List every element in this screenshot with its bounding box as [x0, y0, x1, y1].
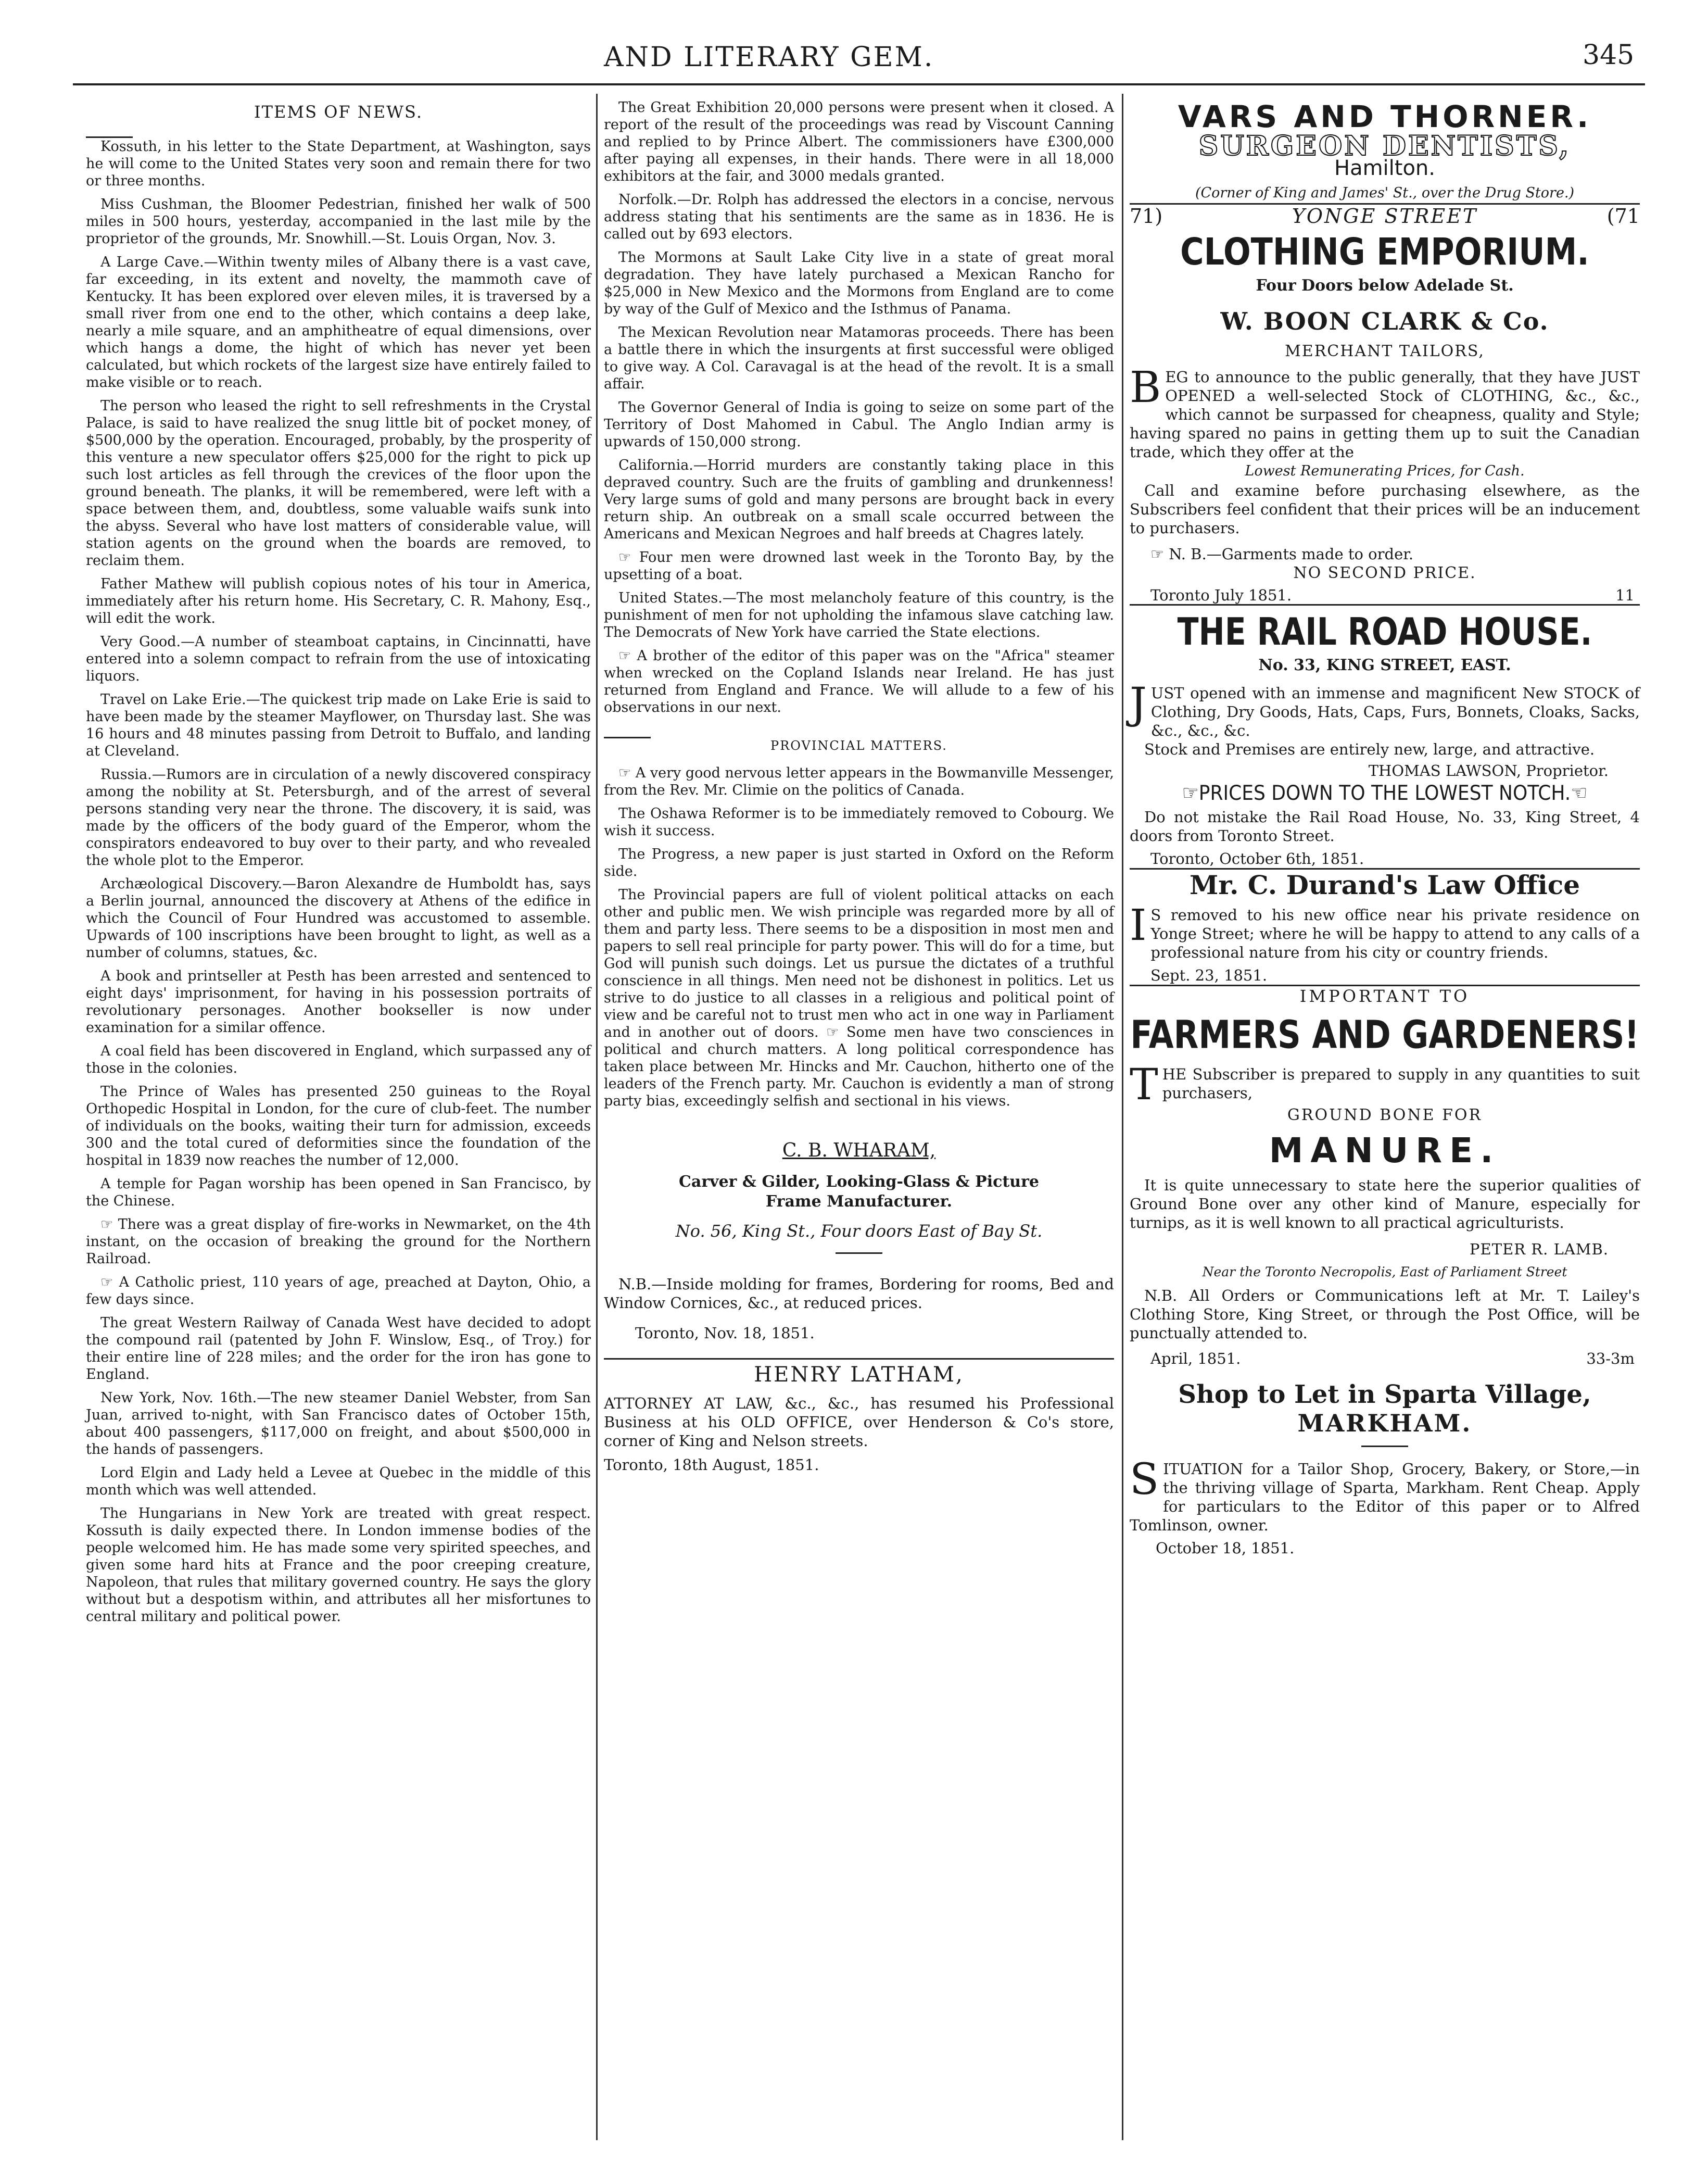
- ad-body-text: EG to announce to the public generally, that they have JUST OPENED a well-selected Stock of CLOTHING, &c., &c., which cannot be surpassed for cheapness, quality and Style; having spared no pains in getting them up to suit the Canadian trade, which they offer at the: [1130, 368, 1640, 461]
- column-divider: [1122, 94, 1123, 2140]
- ad-date: October 18, 1851.: [1156, 1539, 1295, 1557]
- ad-title: FARMERS AND GARDENERS!: [1130, 1011, 1639, 1058]
- news-item: Father Mathew will publish copious notes of his tour in America, immediately after his return home. His Secretary, C. R. Mahony, Esq., will edit the work.: [86, 576, 591, 626]
- news-column-1: [86, 99, 591, 1631]
- news-item: ☞ Four men were drowned last week in the Toronto Bay, by the upsetting of a boat.: [604, 549, 1114, 583]
- ad-signature: PETER R. LAMB.: [1470, 1240, 1609, 1258]
- farmers-ad: [1130, 986, 1640, 1367]
- ad-title: Mr. C. Durand's Law Office: [1189, 870, 1580, 900]
- news-column-2: [604, 99, 1114, 1474]
- news-item: A temple for Pagan worship has been opened in San Francisco, by the Chinese.: [86, 1176, 591, 1209]
- ad-trade: MERCHANT TAILORS,: [1285, 342, 1485, 360]
- ad-prices: ☞PRICES DOWN TO THE LOWEST NOTCH.☜: [1182, 781, 1588, 805]
- drop-cap: S: [1130, 1455, 1159, 1504]
- drop-cap: T: [1130, 1060, 1158, 1110]
- news-item: The person who leased the right to sell refreshments in the Crystal Palace, is said to have realized the snug little bit of pocket money, of $500,000 by the operation. Encouraged, probably, by the prosperity of this venture a new speculator offers $25,000 for the right to pick up such lost articles as fell through the crevices of the floor upon the ground beneath. The planks, it will be remembered, were left with a space between them, and, doubtless, some valuable waifs sunk into the abyss. Several who have lost matters of considerable value, will station agents on the ground when the boards are removed, to reclaim them.: [86, 398, 591, 569]
- news-item: The Governor General of India is going to seize on some part of the Territory of Dost Mahomed in Cabul. The Anglo Indian army is upwards of 150,000 strong.: [604, 399, 1114, 450]
- news-item: Lord Elgin and Lady held a Levee at Quebec in the middle of this month which was well attended.: [86, 1465, 591, 1498]
- ad-kicker: IMPORTANT TO: [1299, 986, 1470, 1006]
- ad-firm: W. BOON CLARK & Co.: [1220, 307, 1549, 335]
- ad-body: [1130, 901, 1640, 962]
- ad-title: VARS AND THORNER.: [1178, 99, 1592, 134]
- ad-date: Toronto, 18th August, 1851.: [604, 1456, 819, 1474]
- ad-address: No. 33, KING STREET, EAST.: [1258, 656, 1511, 674]
- ad-near: Near the Toronto Necropolis, East of Parliament Street: [1202, 1264, 1567, 1279]
- ad-city: Hamilton.: [1334, 156, 1435, 180]
- news-item: The Oshawa Reformer is to be immediately removed to Cobourg. We wish it success.: [604, 806, 1114, 839]
- ad-body-text: S removed to his new office near his private residence on Yonge Street; where he will be happy to attend to any calls of a professional nature from his city or country friends.: [1150, 906, 1640, 961]
- ad-no-second: NO SECOND PRICE.: [1293, 564, 1476, 582]
- ad-date-line: [1130, 1342, 1640, 1367]
- news-item: Archæological Discovery.—Baron Alexandre de Humboldt has, says a Berlin journal, announced the discovery at Athens of the edifice in which the Council of Four Hundred was accustomed to assemble. Upwards of 100 inscriptions have been brought to light, as well as a number of columns, statues, &c.: [86, 876, 591, 961]
- news-item: Very Good.—A number of steamboat captains, in Cincinnatti, have entered into a solemn compact to refrain from the use of intoxicating liquors.: [86, 634, 591, 684]
- ad-mistake: Do not mistake the Rail Road House, No. 33, King Street, 4 doors from Toronto Street.: [1130, 808, 1640, 845]
- news-item: The Provincial papers are full of violent political attacks on each other and public men. We wish principle was regarded more by all of them and party less. There seems to be a disposition in most men and papers to sell real principle for party power. This will do for a time, but God will punish such doings. Let us pursue the dictates of a truthful conscience in all things. Men need not be dishonest in politics. Let us strive to do justice to all classes in a religious and political point of view and be careful not to trust men who act in one way in Parliament and in another out of doors. ☞ Some men have two consciences in political and church matters. A long political correspondence has taken place between Mr. Hincks and Mr. Cauchon, hitherto one of the leaders of the French party. Mr. Cauchon is evidently a man of strong party bias, exceedingly selfish and sectional in his views.: [604, 887, 1114, 1109]
- ad-body: ATTORNEY AT LAW, &c., &c., has resumed his Professional Business at his OLD OFFICE, over Henderson & Co's store, corner of King and Nelson streets.: [604, 1394, 1114, 1450]
- news-item: The Mexican Revolution near Matamoras proceeds. There has been a battle there in which the insurgents at first successful were obliged to give way. A Col. Caravagal is at the head of the revolt. It is a small affair.: [604, 324, 1114, 392]
- drop-cap: J: [1130, 679, 1147, 728]
- ad-title: CLOTHING EMPORIUM.: [1180, 230, 1589, 274]
- page-number: 345: [1583, 40, 1635, 71]
- news-item: California.—Horrid murders are constantly taking place in this depraved country. Such are the fruits of gambling and drunkenness! Very large sums of gold and many persons are brought back in every return ship. An outbreak on a small scale occurred between the Americans and Mexican Negroes and half breeds at Chagres lately.: [604, 457, 1114, 542]
- ad-title: THE RAIL ROAD HOUSE.: [1177, 610, 1592, 654]
- ad-code: 33-3m: [1586, 1350, 1635, 1367]
- news-item: ☞ A brother of the editor of this paper was on the "Africa" steamer when wrecked on the Copland Islands near Ireland. He has just returned from England and France. We will allude to a few of his observations in our next.: [604, 648, 1114, 715]
- section-title: ITEMS OF NEWS.: [254, 102, 423, 122]
- ad-body: [1130, 1455, 1640, 1535]
- ad-title: C. B. WHARAM,: [782, 1140, 936, 1161]
- ad-street-line: [1130, 205, 1640, 228]
- news-item: ☞ A Catholic priest, 110 years of age, preached at Dayton, Ohio, a few days since.: [86, 1274, 591, 1308]
- ad-subtitle: Four Doors below Adelade St.: [1256, 277, 1514, 295]
- ad-rule: [836, 1252, 882, 1254]
- drop-cap: I: [1130, 901, 1147, 950]
- news-item: Kossuth, in his letter to the State Department, at Washington, says he will come to the United States very soon and remain there for two or three months.: [86, 139, 591, 189]
- news-item: The great Western Railway of Canada West have decided to adopt the compound rail (patented by John F. Winslow, Esq., of Troy.) for their entire line of 228 miles; and the order for the iron has gone to England.: [86, 1315, 591, 1383]
- running-header: AND LITERARY GEM.: [604, 42, 934, 73]
- news-item: A book and printseller at Pesth has been arrested and sentenced to eight days' imprisonment, for having in his possession portraits of revolutionary personages. Another bookseller is now under examination for a similar offence.: [86, 968, 591, 1036]
- masthead: [0, 36, 1708, 78]
- header-rule: [73, 83, 1645, 85]
- ad-address: (Corner of King and James' St., over the Drug Store.): [1195, 185, 1575, 201]
- ad-body-text: UST opened with an immense and magnificent New STOCK of Clothing, Dry Goods, Hats, Caps, Furs, Bonnets, Cloaks, Sacks, &c., &c., &c.: [1150, 684, 1640, 739]
- provincial-items: [604, 764, 1114, 1110]
- news-item: Russia.—Rumors are in circulation of a newly discovered conspiracy among the nobility at St. Petersburgh, and of the arrest of several persons standing very near the throne. The discovery, it is said, was made by the officers of the body guard of the Emperor, whom the conspirators endeavored to buy over to their party, and who revealed the whole plot to the Emperor.: [86, 767, 591, 869]
- news-item: The Progress, a new paper is just started in Oxford on the Reform side.: [604, 846, 1114, 880]
- ad-stock: Stock and Premises are entirely new, large, and attractive.: [1144, 740, 1595, 758]
- ad-date: Sept. 23, 1851.: [1150, 966, 1268, 984]
- ad-body-text: HE Subscriber is prepared to supply in any quantities to suit purchasers,: [1162, 1065, 1640, 1102]
- ad-date: Toronto, October 6th, 1851.: [1150, 850, 1364, 868]
- drop-cap: B: [1130, 363, 1161, 412]
- ad-subtitle: SURGEON DENTISTS,: [1198, 130, 1571, 162]
- ad-proprietor: THOMAS LAWSON, Proprietor.: [1368, 762, 1609, 780]
- ad-number: 71): [1130, 205, 1163, 228]
- ad-subtitle: Carver & Gilder, Looking-Glass & Picture: [679, 1173, 1039, 1191]
- ad-date: Toronto July 1851.: [1150, 586, 1292, 604]
- news-item: The Hungarians in New York are treated with great respect. Kossuth is daily expected there. In London immense bodies of the people welcomed him. He has made some very spirited speeches, and given some hard hits at France and the poor creeping creature, Napoleon, that rules that military governed country. He says the glory without but a despotism within, and attributes all her misfortunes to central military and political power.: [86, 1505, 591, 1625]
- ads-column: [1130, 99, 1640, 1557]
- durand-ad: [1130, 870, 1640, 985]
- ad-title: Shop to Let in Sparta Village,: [1178, 1380, 1591, 1409]
- ad-code: 11: [1615, 586, 1635, 604]
- news-item: Norfolk.—Dr. Rolph has addressed the electors in a concise, nervous address stating that his sentiments are the same as in 1836. He is called out by 693 electors.: [604, 192, 1114, 242]
- news-item: New York, Nov. 16th.—The new steamer Daniel Webster, from San Juan, arrived to-night, with San Francisco dates of October 15th, about 400 passengers, $117,000 on freight, and about $500,000 in the hands of passengers.: [86, 1390, 591, 1458]
- ad-subtitle: MARKHAM.: [1297, 1409, 1472, 1437]
- ad-call: Call and examine before purchasing elsewhere, as the Subscribers feel confident that their prices will be an inducement to purchasers.: [1130, 482, 1640, 537]
- clothing-emporium-ad: [1130, 205, 1640, 604]
- ad-body: It is quite unnecessary to state here the superior qualities of Ground Bone over any other kind of Manure, especially for turnips, as it is well known to all practical agriculturists.: [1130, 1176, 1640, 1232]
- ad-subtitle: Frame Manufacturer.: [765, 1192, 953, 1211]
- ad-title: HENRY LATHAM,: [754, 1363, 964, 1387]
- news-item: A Large Cave.—Within twenty miles of Albany there is a vast cave, far exceeding, in its extent and novelty, the mammoth cave of Kentucky. It has been explored over eleven miles, it is traversed by a small river from one end to the other, which contains a deep lake, nearly a mile square, and an amphitheatre of equal dimensions, over which hangs a dome, the hight of which has never yet been calculated, but which rockets of the largest size have entirely failed to make visible or to reach.: [86, 254, 591, 391]
- latham-ad: [604, 1365, 1114, 1474]
- ad-ground-bone: GROUND BONE FOR: [1287, 1106, 1483, 1124]
- news-item: ☞ A very good nervous letter appears in the Bowmanville Messenger, from the Rev. Mr. Climie on the politics of Canada.: [604, 765, 1114, 798]
- ad-note: N.B.—Inside molding for frames, Bordering for rooms, Bed and Window Cornices, &c., at reduced prices.: [604, 1275, 1114, 1312]
- ad-date-line: [1130, 583, 1640, 604]
- wharam-ad: [604, 1141, 1114, 1342]
- news-item: The Great Exhibition 20,000 persons were present when it closed. A report of the result of the proceedings was read by Viscount Canning and replied to by Prince Albert. The commissioners have £300,000 after paying all expenses, in their hands. There were in all 18,000 exhibitors at the fair, and 3000 medals granted.: [604, 99, 1114, 184]
- ad-address: No. 56, King St., Four doors East of Bay St.: [675, 1221, 1043, 1241]
- ad-body-text: ITUATION for a Tailor Shop, Grocery, Bakery, or Store,—in the thriving village of Sparta, Markham. Rent Cheap. Apply for particulars to the Editor of this paper or to Alfred Tomlinson, owner.: [1130, 1460, 1640, 1534]
- news-items: [604, 99, 1114, 716]
- ad-street: YONGE STREET: [1292, 205, 1478, 228]
- ad-body: [1130, 363, 1640, 461]
- ad-body: [1130, 679, 1640, 740]
- news-item: The Mormons at Sault Lake City live in a state of great moral degradation. They have lately purchased a Mexican Rancho for $25,000 in New Mexico and the Mormons from England are to come by way of the Gulf of Mexico and the Isthmus of Panama.: [604, 249, 1114, 317]
- ad-date: Toronto, Nov. 18, 1851.: [635, 1324, 815, 1342]
- news-item: United States.—The most melancholy feature of this country, is the punishment of men for not upholding the infamous slave catching law. The Democrats of New York have carried the State elections.: [604, 590, 1114, 640]
- ad-body: [1130, 1060, 1640, 1110]
- shop-to-let-ad: [1130, 1380, 1640, 1557]
- news-items: [86, 138, 591, 1625]
- ad-note: N.B. All Orders or Communications left at Mr. T. Lailey's Clothing Store, King Street, or through the Post Office, will be punctually attended to.: [1130, 1287, 1640, 1342]
- ad-rule: [604, 1358, 1114, 1360]
- news-item: A coal field has been discovered in England, which surpassed any of those in the colonies.: [86, 1043, 591, 1076]
- news-item: The Prince of Wales has presented 250 guineas to the Royal Orthopedic Hospital in London, for the cure of club-feet. The number of individuals on the books, waiting their turn for admission, exceeds 300 and the total cured of deformities since the foundation of the hospital in 1839 now reaches the number of 12,000.: [86, 1084, 591, 1169]
- ad-note: ☞ N. B.—Garments made to order.: [1150, 545, 1414, 563]
- ad-prices: Lowest Remunerating Prices, for Cash.: [1245, 463, 1525, 479]
- vars-thorner-ad: [1130, 99, 1640, 203]
- provincial-title: PROVINCIAL MATTERS.: [770, 738, 947, 753]
- ad-date: April, 1851.: [1150, 1350, 1241, 1367]
- ad-rule: [1361, 1446, 1408, 1447]
- rail-road-house-ad: [1130, 610, 1640, 868]
- column-divider: [596, 94, 598, 2140]
- news-item: Miss Cushman, the Bloomer Pedestrian, finished her walk of 500 miles in 500 hours, yesterday, accompanied in the last mile by the proprietor of the grounds, Mr. Snowhill.—St. Louis Organ, Nov. 3.: [86, 196, 591, 247]
- ad-manure: MANURE.: [1269, 1130, 1501, 1171]
- news-item: ☞ There was a great display of fire-works in Newmarket, on the 4th instant, on the occasion of breaking the ground for the Northern Railroad.: [86, 1216, 591, 1267]
- news-item: Travel on Lake Erie.—The quickest trip made on Lake Erie is said to have been made by the steamer Mayflower, on Thursday last. She was 16 hours and 48 minutes passing from Detroit to Buffalo, and landing at Cleveland.: [86, 692, 591, 759]
- ad-number: (71: [1606, 205, 1640, 228]
- ad-rule: [1130, 604, 1640, 606]
